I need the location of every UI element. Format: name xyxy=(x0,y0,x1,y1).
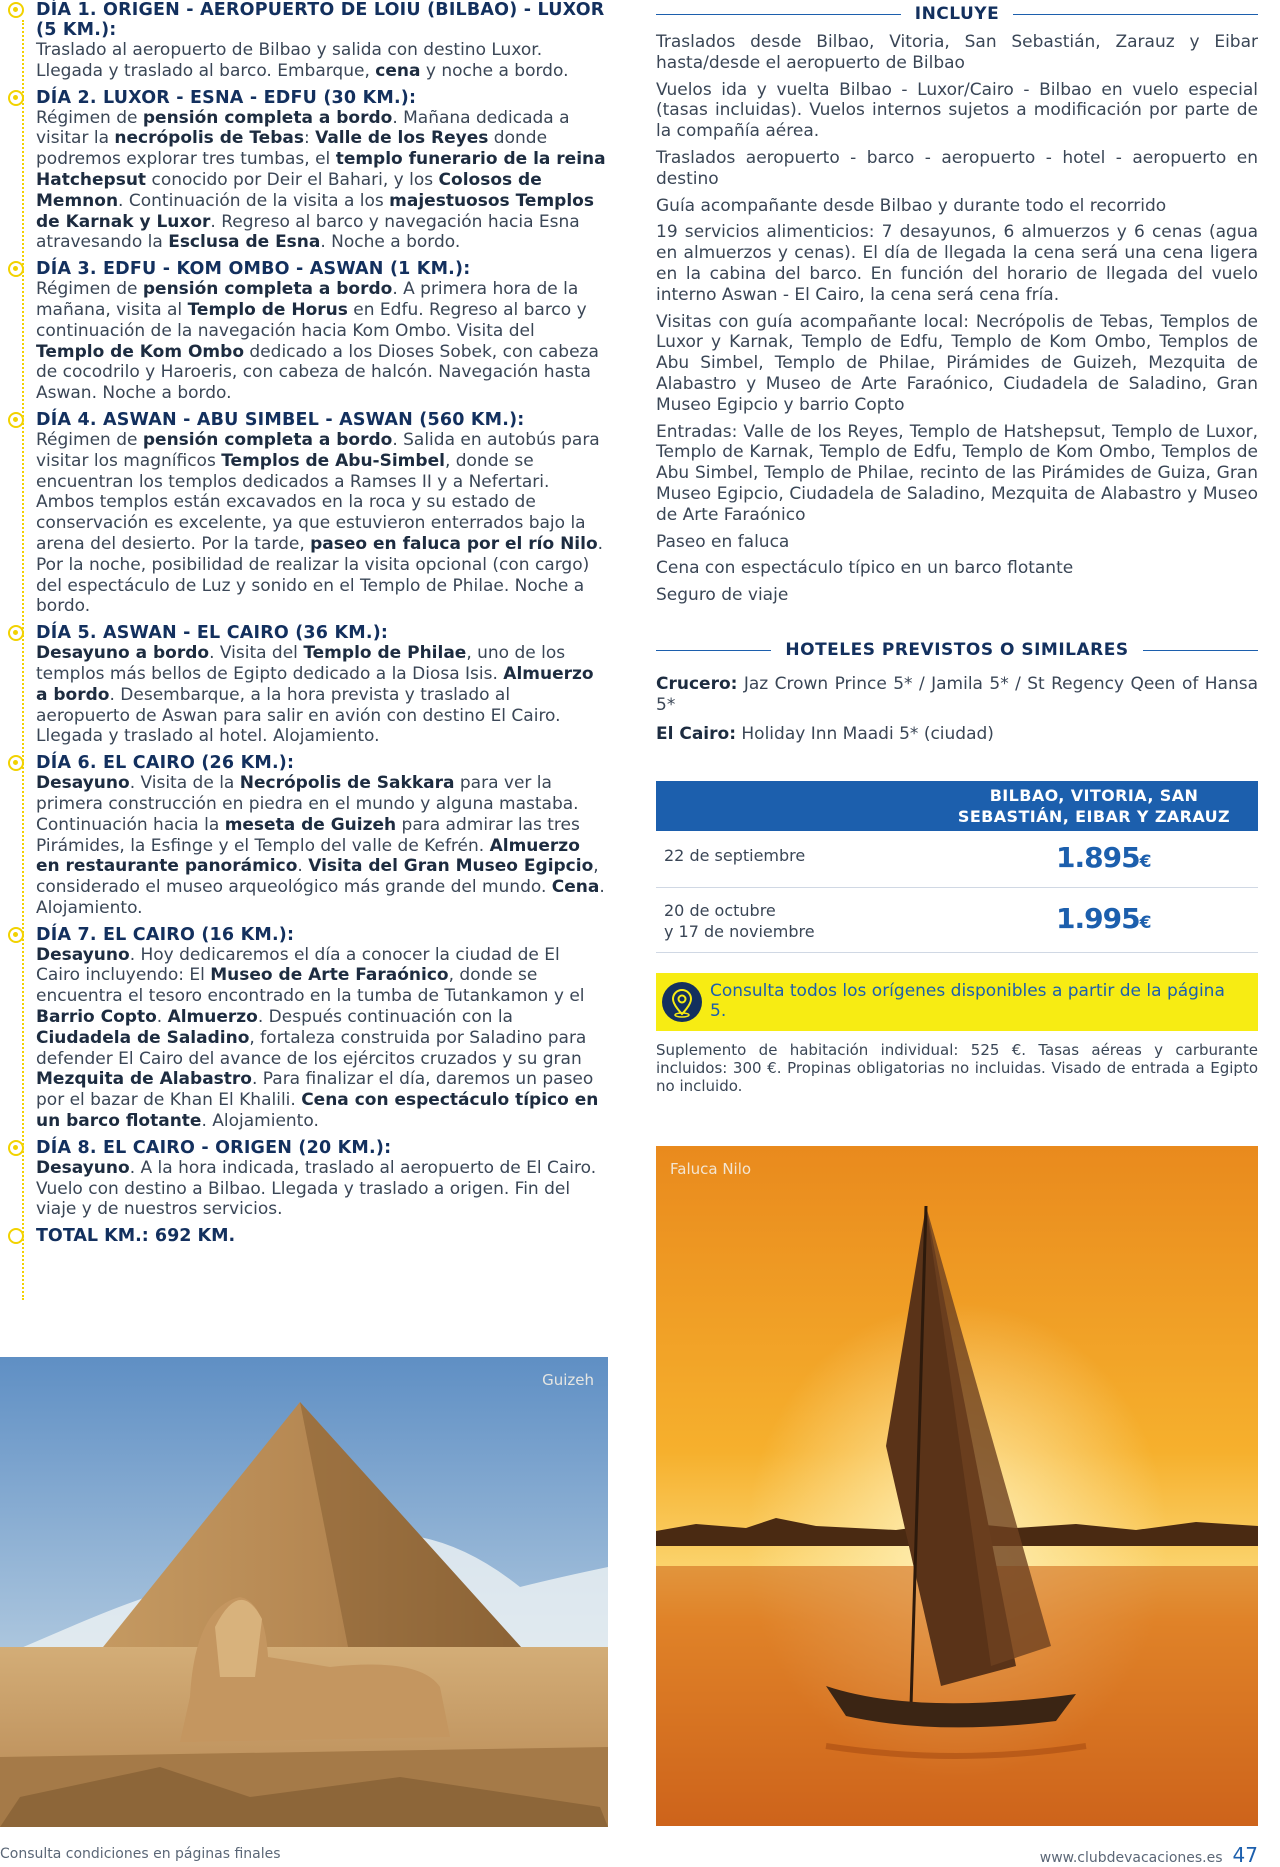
timeline-dot-icon xyxy=(8,755,24,771)
highlight-text: pensión completa a bordo xyxy=(142,279,393,300)
body-text: . Visita del xyxy=(209,643,304,664)
day-title: DÍA 1. ORIGEN - AEROPUERTO DE LOIU (BILBAO) - LUXOR (5 KM.): xyxy=(36,0,605,40)
timeline-dot-icon xyxy=(8,1228,24,1244)
price-amount xyxy=(1056,841,1151,874)
timeline-dot-icon xyxy=(8,412,24,428)
day-title: DÍA 3. EDFU - KOM OMBO - ASWAN (1 KM.): xyxy=(36,259,471,280)
footer-right xyxy=(1040,1843,1258,1867)
body-text: , donde se encuentran los templos dedicados a Ramses II y a Nefertari. Ambos templos están excavados en la roca y su estado de conservación es excelente, ya que estuvieron enterrados bajo la arena del desierto. Por la tarde, xyxy=(36,450,586,554)
body-text: Régimen de xyxy=(36,279,143,300)
highlight-text: Desayuno xyxy=(36,944,130,965)
highlight-text: Colosos de Memnon xyxy=(36,169,542,211)
highlight-text: pensión completa a bordo xyxy=(142,429,393,450)
body-text: , uno de los templos más bellos de Egipto dedicado a la Diosa Isis. xyxy=(36,643,566,684)
hoteles-list xyxy=(656,674,1258,745)
incluye-heading-text: INCLUYE xyxy=(901,4,1013,24)
timeline-dot-icon xyxy=(8,261,24,277)
body-text: Traslado al aeropuerto de Bilbao y salida con destino Luxor. Llegada y traslado al barco. Embarque, xyxy=(36,40,543,81)
footer-conditions: Consulta condiciones en páginas finales xyxy=(0,1846,281,1862)
incluye-heading xyxy=(656,0,1258,28)
highlight-text: Ciudadela de Saladino xyxy=(36,1027,250,1048)
incluye-item: Traslados desde Bilbao, Vitoria, San Sebastián, Zarauz y Eibar hasta/desde el aeropuerto de Bilbao xyxy=(656,32,1258,73)
itinerary-day xyxy=(8,753,608,919)
highlight-text: Esclusa de Esna xyxy=(168,232,321,253)
body-text: . Mañana dedicada a visitar la xyxy=(36,107,570,149)
day-description xyxy=(36,430,608,617)
price-rows xyxy=(656,831,1258,953)
body-text: para admirar las tres Pirámides, la Esfinge y el Templo del valle de Kefrén. xyxy=(36,814,580,856)
day-description xyxy=(36,773,608,919)
highlight-text: pensión completa a bordo xyxy=(142,107,393,128)
highlight-text: Cena con espectáculo típico en un barco flotante xyxy=(36,1090,599,1132)
incluye-item: Paseo en faluca xyxy=(656,531,790,552)
highlight-text: Museo de Arte Faraónico xyxy=(210,965,449,986)
day-list xyxy=(8,0,608,1220)
highlight-text: Almuerzo en restaurante panorámico xyxy=(36,835,580,877)
hoteles-heading xyxy=(656,636,1258,664)
origins-info-box[interactable] xyxy=(656,973,1258,1031)
highlight-text: meseta de Guizeh xyxy=(224,814,397,835)
incluye-item: Entradas: Valle de los Reyes, Templo de Hatshepsut, Templo de Luxor, Templo de Karnak, Templo de Edfu, Templo de Kom Ombo, Templos de Abu Simbel, Templo de Philae, recinto de las Pirámides de Guiza, Gran Museo Egipcio, Ciudadela de Saladino, Mezquita de Alabastro y Museo de Arte Faraónico xyxy=(656,421,1258,525)
highlight-text: Almuerzo a bordo xyxy=(36,663,594,705)
hotel-item xyxy=(656,724,1258,745)
incluye-item: 19 servicios alimenticios: 7 desayunos, 6 almuerzos y 6 cenas (agua en almuerzos y cenas). El día de llegada la cena será una cena ligera en la cabina del barco. En función del horario de llegada del vuelo interno Aswan - El Cairo, la cena será cena fría. xyxy=(656,222,1258,305)
itinerary xyxy=(8,0,608,1246)
itinerary-day xyxy=(8,88,608,254)
price-table xyxy=(656,781,1258,953)
body-text: donde podremos explorar tres tumbas, el xyxy=(36,128,548,170)
itinerary-day xyxy=(8,623,608,747)
total-km-text: TOTAL KM.: 692 KM. xyxy=(36,1226,236,1247)
body-text: . Hoy dedicaremos el día a conocer la ciudad de El Cairo incluyendo: El xyxy=(36,944,560,986)
incluye-item: Vuelos ida y vuelta Bilbao - Luxor/Cairo - Bilbao en vuelo especial (tasas incluidas). Vuelos internos sujetos a modificación por parte de la compañía aérea. xyxy=(656,79,1258,142)
body-text: en Edfu. Regreso al barco y continuación de la navegación hacia Kom Ombo. Visita del xyxy=(36,299,587,341)
body-text: . Después continuación con la xyxy=(257,1007,513,1028)
body-text: dedicado a los Dioses Sobek, con cabeza de cocodrilo y Haroeris, con cabeza de halcón. Navegación hasta Aswan. Noche a bordo. xyxy=(36,341,599,404)
highlight-text: Templos de Abu-Simbel xyxy=(221,450,445,471)
body-text: conocido por Deir el Bahari, y los xyxy=(146,169,439,190)
currency-symbol: € xyxy=(1139,912,1152,933)
guizeh-photo xyxy=(0,1357,608,1827)
faluca-photo xyxy=(656,1146,1258,1826)
highlight-text: Templo de Philae xyxy=(303,643,467,664)
hotel-item xyxy=(656,674,1258,716)
hotel-label: Crucero: xyxy=(656,673,738,694)
incluye-item: Traslados aeropuerto - barco - aeropuerto - hotel - aeropuerto en destino xyxy=(656,147,1258,189)
body-text: para ver la primera construcción en piedra en el mundo y alguna mastaba. Continuación hacia la xyxy=(36,773,579,835)
hoteles-heading-text: HOTELES PREVISTOS O SIMILARES xyxy=(771,640,1142,660)
body-text: . Noche a bordo. xyxy=(320,232,461,253)
highlight-text: Mezquita de Alabastro xyxy=(36,1069,252,1090)
price-value: 1.995 xyxy=(1056,901,1140,935)
body-text: , considerado el museo arqueológico más grande del mundo. xyxy=(36,856,599,898)
incluye-item: Guía acompañante desde Bilbao y durante todo el recorrido xyxy=(656,195,1167,216)
day-description xyxy=(36,1158,608,1220)
day-description xyxy=(36,643,608,747)
highlight-text: Cena xyxy=(551,877,600,898)
location-pin-icon xyxy=(662,982,702,1022)
page-number: 47 xyxy=(1232,1843,1258,1867)
highlight-text: Desayuno xyxy=(36,773,130,794)
body-text: , fortaleza construida por Saladino para defender El Cairo del avance de los ejércitos cruzados y su gran xyxy=(36,1027,587,1069)
itinerary-day xyxy=(8,259,608,404)
highlight-text: necrópolis de Tebas xyxy=(114,128,304,149)
timeline-dot-icon xyxy=(8,2,24,18)
timeline-dot-icon xyxy=(8,90,24,106)
body-text: Régimen de xyxy=(36,429,143,450)
info-column xyxy=(656,0,1258,1095)
itinerary-day xyxy=(8,410,608,617)
total-km xyxy=(8,1226,608,1246)
body-text: . Para finalizar el día, daremos un paseo por el bazar de Khan El Khalili. xyxy=(36,1069,594,1111)
price-notes: Suplemento de habitación individual: 525 €. Tasas aéreas y carburante incluidos: 300 €. Propinas obligatorias no incluidas. Visado de entrada a Egipto no incluido. xyxy=(656,1040,1258,1095)
departure-date: 22 de septiembre xyxy=(664,845,806,865)
highlight-text: templo funerario de la reina Hatchepsut xyxy=(36,149,606,190)
day-title: DÍA 4. ASWAN - ABU SIMBEL - ASWAN (560 KM.): xyxy=(36,409,525,430)
price-value: 1.895 xyxy=(1056,840,1140,874)
highlight-text: Templo de Kom Ombo xyxy=(36,341,244,362)
incluye-item: Cena con espectáculo típico en un barco flotante xyxy=(656,558,1074,579)
incluye-list xyxy=(656,32,1258,606)
price-row xyxy=(656,831,1258,888)
price-row xyxy=(656,888,1258,953)
body-text: y noche a bordo. xyxy=(420,60,569,81)
timeline-dot-icon xyxy=(8,625,24,641)
day-title: DÍA 5. ASWAN - EL CAIRO (36 KM.): xyxy=(36,623,389,644)
itinerary-day xyxy=(8,925,608,1132)
currency-symbol: € xyxy=(1139,851,1152,872)
day-description xyxy=(36,945,608,1132)
timeline-dot-icon xyxy=(8,927,24,943)
itinerary-day xyxy=(8,1138,608,1220)
body-text: . Salida en autobús para visitar los magníficos xyxy=(36,429,600,471)
timeline-dot-icon xyxy=(8,1140,24,1156)
day-title: DÍA 8. EL CAIRO - ORIGEN (20 KM.): xyxy=(36,1137,392,1158)
body-text: . xyxy=(297,856,309,877)
day-description xyxy=(36,279,608,404)
body-text: . Desembarque, a la hora prevista y traslado al aeropuerto de Aswan para salir en avión con destino El Cairo. Llegada y traslado al hotel. Alojamiento. xyxy=(36,684,561,747)
body-text: . Alojamiento. xyxy=(201,1111,319,1132)
body-text: : xyxy=(303,128,316,149)
origins-info-text: Consulta todos los orígenes disponibles a partir de la página 5. xyxy=(710,980,1225,1021)
day-title: DÍA 6. EL CAIRO (26 KM.): xyxy=(36,753,295,774)
body-text: . xyxy=(156,1007,168,1028)
itinerary-day xyxy=(8,0,608,82)
hotel-value: Jaz Crown Prince 5* / Jamila 5* / St Regency Qeen of Hansa 5* xyxy=(656,673,1258,715)
highlight-text: paseo en faluca por el río Nilo xyxy=(310,533,598,554)
highlight-text: Necrópolis de Sakkara xyxy=(239,773,455,794)
price-origin-label: BILBAO, VITORIA, SAN SEBASTIÁN, EIBAR Y ZARAUZ xyxy=(957,785,1231,826)
highlight-text: Barrio Copto xyxy=(36,1007,157,1028)
guizeh-caption: Guizeh xyxy=(542,1371,594,1389)
day-title: DÍA 2. LUXOR - ESNA - EDFU (30 KM.): xyxy=(36,87,417,108)
hotel-value: Holiday Inn Maadi 5* (ciudad) xyxy=(736,723,994,744)
body-text: . Visita de la xyxy=(129,773,240,794)
faluca-caption: Faluca Nilo xyxy=(670,1160,752,1178)
highlight-text: Desayuno xyxy=(36,1157,130,1178)
body-text: , donde se encuentra el tesoro encontrado en la tumba de Tutankamon y el xyxy=(36,965,585,1007)
highlight-text: Visita del Gran Museo Egipcio xyxy=(308,856,594,877)
highlight-text: Desayuno a bordo xyxy=(36,643,210,664)
highlight-text: majestuosos Templos de Karnak y Luxor xyxy=(36,190,594,232)
highlight-text: Templo de Horus xyxy=(187,299,348,320)
incluye-item: Seguro de viaje xyxy=(656,585,789,606)
day-title: DÍA 7. EL CAIRO (16 KM.): xyxy=(36,924,295,945)
day-description xyxy=(36,40,608,82)
footer-url[interactable]: www.clubdevacaciones.es xyxy=(1039,1850,1223,1866)
highlight-text: cena xyxy=(375,60,421,81)
body-text: . A la hora indicada, traslado al aeropuerto de El Cairo. Vuelo con destino a Bilbao. Llegada y traslado a origen. Fin del viaje y de nuestros servicios. xyxy=(36,1157,597,1220)
body-text: . A primera hora de la mañana, visita al xyxy=(36,279,579,320)
departure-date: 20 de octubre y 17 de noviembre xyxy=(664,900,815,941)
body-text: . Por la noche, posibilidad de realizar la visita opcional (con cargo) del espectáculo de Luz y sonido en el Templo de Philae. Noche a bordo. xyxy=(36,533,604,617)
body-text: Régimen de xyxy=(36,107,143,128)
day-description xyxy=(36,108,608,254)
body-text: . Alojamiento. xyxy=(36,877,605,918)
highlight-text: Valle de los Reyes xyxy=(315,128,489,149)
body-text: . Regreso al barco y navegación hacia Esna atravesando la xyxy=(36,211,580,253)
highlight-text: Almuerzo xyxy=(167,1007,258,1028)
incluye-item: Visitas con guía acompañante local: Necrópolis de Tebas, Templos de Luxor y Karnak, Templo de Edfu, Templo de Kom Ombo, Templos de Abu Simbel, Templo de Philae, Pirámides de Guizeh, Mezquita de Alabastro y Museo de Arte Faraónico, Ciudadela de Saladino, Gran Museo Egipcio y barrio Copto xyxy=(656,311,1258,415)
body-text: . Continuación de la visita a los xyxy=(118,190,390,211)
price-table-header xyxy=(656,781,1258,831)
hotel-label: El Cairo: xyxy=(656,723,736,744)
price-amount xyxy=(1056,902,1151,935)
